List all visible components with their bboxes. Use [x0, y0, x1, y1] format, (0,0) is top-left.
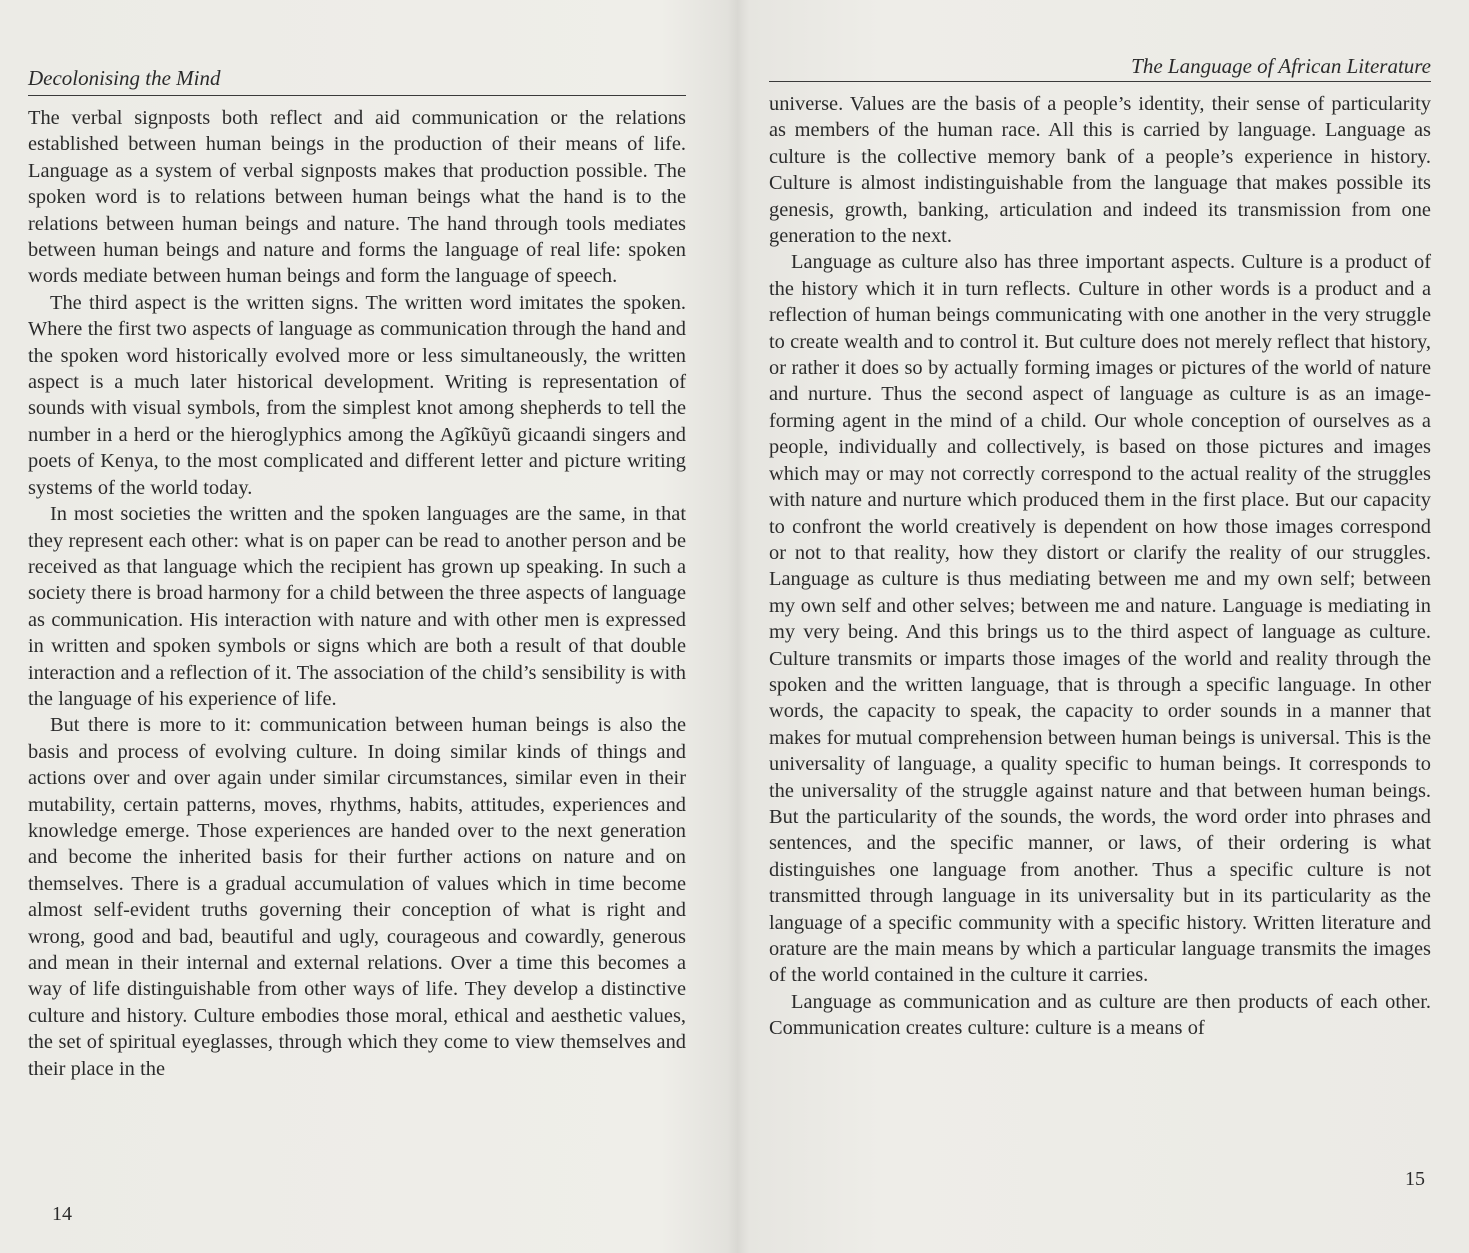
left-running-head: Decolonising the Mind: [28, 66, 221, 90]
right-paragraph-3: Language as communication and as culture are then products of each other. Communication creates culture: culture is a means of: [769, 990, 1431, 1040]
left-header-rule: [28, 95, 686, 96]
right-page-number: 15: [1405, 1168, 1425, 1190]
right-paragraph-1: universe. Values are the basis of a people’s identity, their sense of particularity as members of the human race. All this is carried by language. Language as culture is the collective memory bank of a people’s experience in history. Culture is almost indistinguishable from the language that makes possible its genesis, growth, banking, articulation and indeed its transmission from one generation to the next.: [769, 93, 1431, 248]
right-header-rule: [769, 81, 1431, 82]
left-body-text: [28, 105, 686, 1082]
right-body-text: [769, 91, 1431, 1042]
right-running-head: The Language of African Literature: [1131, 54, 1431, 78]
left-page-number: 14: [52, 1203, 72, 1225]
left-paragraph-1: The verbal signposts both reflect and aid communication or the relations established between human beings in the production of their means of life. Language as a system of verbal signposts makes that production possible. The spoken word is to relations between human beings what the hand is to the relations between human beings and nature. The hand through tools mediates between human beings and nature and forms the language of real life: spoken words mediate between human beings and form the language of speech.: [28, 107, 686, 288]
left-paragraph-4: But there is more to it: communication between human beings is also the basis and process of evolving culture. In doing similar kinds of things and actions over and over again under similar circumstances, similar even in their mutability, certain patterns, moves, rhythms, habits, attitudes, experiences and knowledge emerge. Those experiences are handed over to the next generation and become the inherited basis for their further actions on nature and on themselves. There is a gradual accumulation of values which in time become almost self-evident truths governing their conception of what is right and wrong, good and bad, beautiful and ugly, courageous and cowardly, generous and mean in their internal and external relations. Over a time this becomes a way of life distinguishable from other ways of life. They develop a distinctive culture and history. Culture embodies those moral, ethical and aesthetic values, the set of spiritual eyeglasses, through which they come to view themselves and their place in the: [28, 714, 686, 1080]
right-paragraph-2: Language as culture also has three important aspects. Culture is a product of the history which it in turn reflects. Culture in other words is a product and a reflection of human beings communicating with one another in the very struggle to create wealth and to control it. But culture does not merely reflect that history, or rather it does so by actually forming images or pictures of the world of nature and nurture. Thus the second aspect of language as culture is as an image-forming agent in the mind of a child. Our whole conception of ourselves as a people, individually and collectively, is based on those pictures and images which may or may not correctly correspond to the actual reality of the struggles with nature and nurture which produced them in the first place. But our capacity to confront the world creatively is dependent on how those images correspond or not to that reality, how they distort or clarify the reality of our struggles. Language as culture is thus mediating between me and my own self; between my own self and other selves; between me and nature. Language is mediating in my very being. And this brings us to the third aspect of language as culture. Culture transmits or imparts those images of the world and reality through the spoken and the written language, that is through a specific language. In other words, the capacity to speak, the capacity to order sounds in a manner that makes for mutual comprehension between human beings is universal. This is the universality of language, a quality specific to human beings. It corresponds to the universality of the struggle against nature and that between human beings. But the particularity of the sounds, the words, the word order into phrases and sentences, and the specific manner, or laws, of their ordering is what distinguishes one language from another. Thus a specific culture is not transmitted through language in its universality but in its particularity as the language of a specific community with a specific history. Written literature and orature are the main means by which a particular language transmits the images of the world contained in the culture it carries.: [769, 251, 1431, 987]
left-paragraph-3: In most societies the written and the spoken languages are the same, in that they represent each other: what is on paper can be read to another person and be received as that language which the recipient has grown up speaking. In such a society there is broad harmony for a child between the three aspects of language as communication. His interaction with nature and with other men is expressed in written and spoken symbols or signs which are both a result of that double interaction and a reflection of it. The association of the child’s sensibility is with the language of his experience of life.: [28, 503, 686, 710]
right-page: [769, 0, 1431, 1253]
left-paragraph-2: The third aspect is the written signs. The written word imitates the spoken. Where the first two aspects of language as communication through the hand and the spoken word historically evolved more or less simultaneously, the written aspect is a much later historical development. Writing is representation of sounds with visual symbols, from the simplest knot among shepherds to tell the number in a herd or the hieroglyphics among the Agĩkũyũ gicaandi singers and poets of Kenya, to the most complicated and different letter and picture writing systems of the world today.: [28, 291, 686, 499]
left-page: [28, 0, 686, 1253]
